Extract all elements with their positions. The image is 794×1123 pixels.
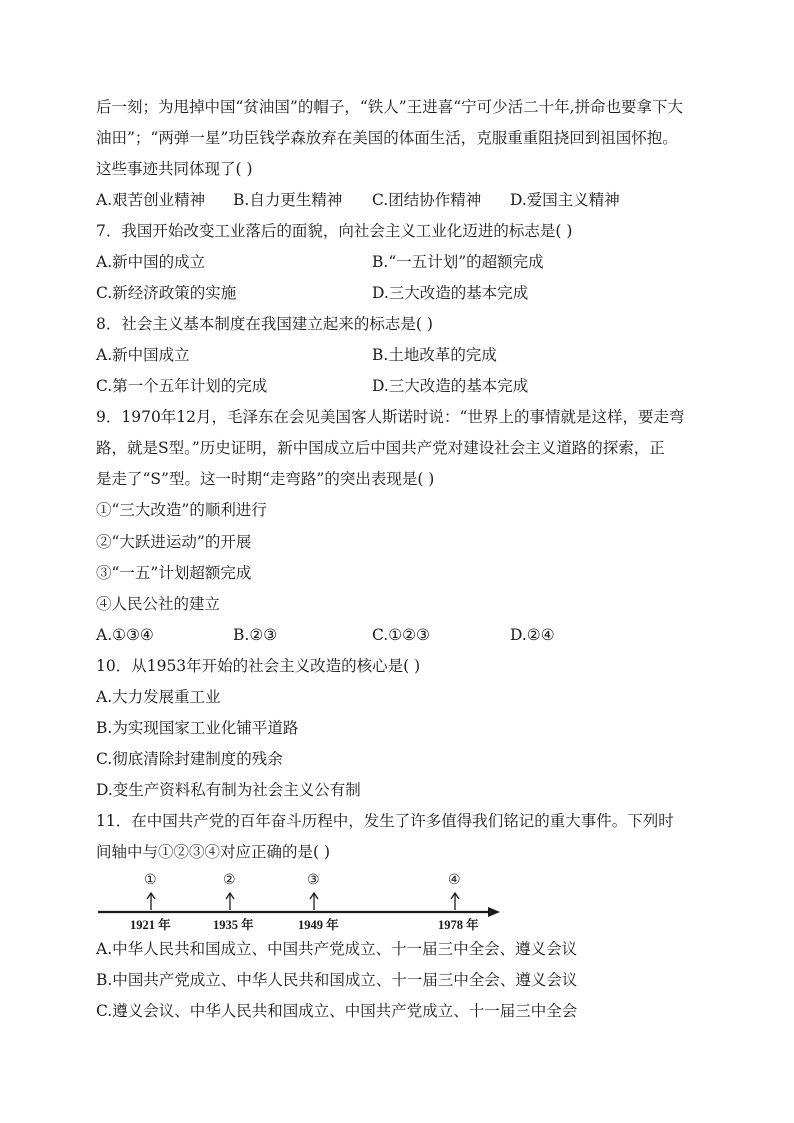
- q9-item-2: ②“大跃进运动”的开展: [96, 533, 252, 551]
- q7-stem: 7．我国开始改变工业落后的面貌，向社会主义工业化迈进的标志是( ): [96, 222, 573, 240]
- q9-option-c: C.①②③: [372, 626, 430, 644]
- q8-option-a: A.新中国成立: [96, 346, 190, 364]
- timeline-arrowhead: [488, 907, 500, 917]
- timeline-year-1: 1921 年: [130, 918, 171, 932]
- timeline-mark-2: ②: [223, 872, 236, 888]
- q10-stem: 10．从1953年开始的社会主义改造的核心是( ): [96, 657, 421, 675]
- q9-item-4: ④人民公社的建立: [96, 595, 221, 613]
- q11-option-b: B.中国共产党成立、中华人民共和国成立、十一届三中全会、遵义会议: [96, 971, 578, 989]
- q11-text-line-1: 11．在中国共产党的百年奋斗历程中，发生了许多值得我们铭记的重大事件。下列时: [96, 812, 674, 830]
- q7-option-d: D.三大改造的基本完成: [372, 284, 529, 302]
- q6-option-b: B.自力更生精神: [233, 191, 343, 209]
- q8-option-c: C.第一个五年计划的完成: [96, 377, 268, 395]
- q10-option-d: D.变生产资料私有制为社会主义公有制: [96, 781, 361, 799]
- q11-text-line-2: 间轴中与①②③④对应正确的是( ): [96, 843, 331, 861]
- q7-option-c: C.新经济政策的实施: [96, 284, 237, 302]
- q8-option-b: B.土地改革的完成: [372, 346, 497, 364]
- q8-option-d: D.三大改造的基本完成: [372, 377, 529, 395]
- q6-option-a: A.艰苦创业精神: [96, 191, 206, 209]
- q9-text-line-1: 9．1970年12月，毛泽东在会见美国客人斯诺时说：“世界上的事情就是这样，要走弯: [96, 408, 685, 426]
- q6-text-line-3: 这些事迹共同体现了( ): [96, 160, 253, 178]
- q7-option-b: B.“一五计划”的超额完成: [372, 253, 544, 271]
- q6-text-line-1: 后一刻；为甩掉中国“贫油国”的帽子，“铁人”王进喜“宁可少活二十年,拼命也要拿下大: [96, 98, 684, 116]
- q10-option-a: A.大力发展重工业: [96, 688, 221, 706]
- timeline-mark-4: ④: [448, 872, 461, 888]
- q7-option-a: A.新中国的成立: [96, 253, 206, 271]
- q9-text-line-3: 是走了“S”型。这一时期“走弯路”的突出表现是( ): [96, 470, 435, 488]
- q9-item-3: ③“一五”计划超额完成: [96, 564, 252, 582]
- timeline-mark-3: ③: [307, 872, 320, 888]
- q9-option-b: B.②③: [233, 626, 278, 644]
- q10-option-c: C.彻底清除封建制度的残余: [96, 750, 283, 768]
- q6-text-line-2: 油田”；“两弹一星”功臣钱学森放弃在美国的体面生活，克服重重阻挠回到祖国怀抱。: [96, 129, 678, 147]
- q11-option-c: C.遵义会议、中华人民共和国成立、中国共产党成立、十一届三中全会: [96, 1002, 578, 1020]
- timeline-year-4: 1978 年: [438, 918, 479, 932]
- q8-stem: 8．社会主义基本制度在我国建立起来的标志是( ): [96, 315, 433, 333]
- q10-option-b: B.为实现国家工业化铺平道路: [96, 719, 299, 737]
- timeline-axis-svg: [0, 870, 794, 930]
- timeline-mark-1: ①: [144, 872, 157, 888]
- timeline-year-2: 1935 年: [213, 918, 254, 932]
- q9-option-a: A.①③④: [96, 626, 154, 644]
- q6-option-c: C.团结协作精神: [372, 191, 482, 209]
- q9-item-1: ①“三大改造”的顺利进行: [96, 501, 267, 519]
- timeline-year-3: 1949 年: [298, 918, 339, 932]
- q6-option-d: D.爱国主义精神: [510, 191, 620, 209]
- q11-option-a: A.中华人民共和国成立、中国共产党成立、十一届三中全会、遵义会议: [96, 940, 578, 958]
- q9-text-line-2: 路，就是S型。”历史证明，新中国成立后中国共产党对建设社会主义道路的探索，正: [96, 439, 665, 457]
- q9-option-d: D.②④: [510, 626, 555, 644]
